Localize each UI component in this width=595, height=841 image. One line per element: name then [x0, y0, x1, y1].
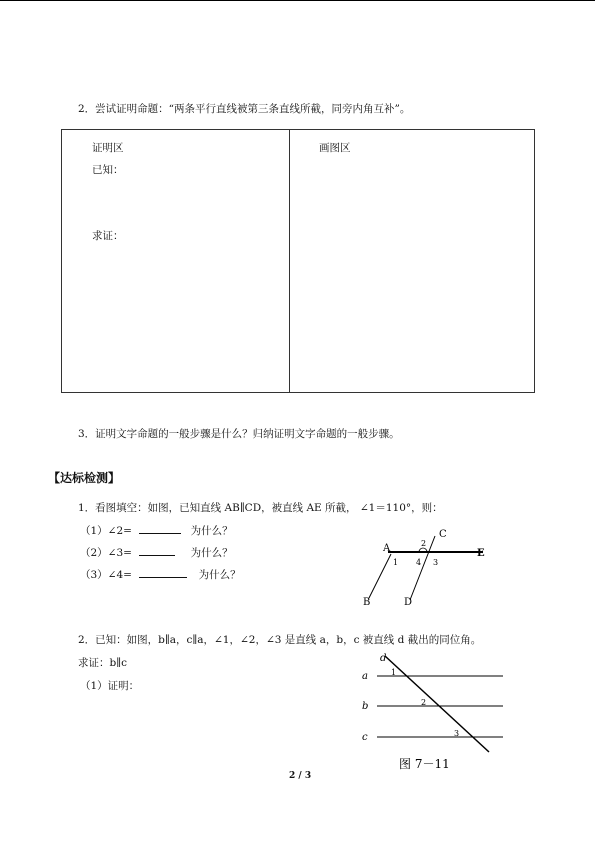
section-title: 【达标检测】 [48, 471, 121, 485]
proof-area-header: 证明区 [92, 142, 124, 154]
point-label-e: E [477, 548, 485, 559]
page-number: 2 / 3 [289, 771, 312, 781]
angle-label-3: 3 [433, 558, 439, 567]
line-label-c: c [362, 732, 368, 743]
proof-box [61, 129, 535, 393]
angle-label-3: 3 [454, 729, 460, 738]
given-label: 已知： [92, 164, 124, 176]
exercise-2-figure [355, 648, 515, 773]
proof-box-divider [289, 130, 290, 392]
exercise-2-proof-step: （1）证明： [80, 680, 140, 692]
exercise-2-prove: 求证：b∥c [78, 657, 127, 669]
point-label-a: A [383, 543, 391, 554]
point-label-d: D [404, 597, 413, 608]
line-label-a: a [362, 671, 368, 682]
angle-label-1: 1 [393, 558, 399, 567]
drawing-area-header: 画图区 [319, 142, 351, 154]
answer-blank[interactable] [139, 523, 181, 534]
answer-blank[interactable] [139, 567, 187, 578]
prove-label: 求证： [92, 230, 124, 242]
angle-label-2: 2 [421, 698, 427, 707]
question-2-intro: 2．尝试证明命题：“两条平行直线被第三条直线所截，同旁内角互补”。 [78, 103, 411, 115]
figure-caption: 图 7－11 [399, 757, 450, 771]
exercise-2-stem: 2．已知：如图，b∥a，c∥a，∠1，∠2，∠3 是直线 a，b，c 被直线 d 截出的同位角。 [78, 634, 482, 646]
exercise-1-item [80, 523, 233, 538]
exercise-1-item-label: （3）∠4= [80, 569, 132, 581]
angle-label-2: 2 [421, 539, 427, 548]
exercise-1-item-question: 为什么？ [198, 569, 241, 581]
angle-label-1: 1 [391, 668, 397, 677]
exercise-1-item-label: （1）∠2= [80, 525, 132, 537]
exercise-1-item-question: 为什么？ [190, 525, 233, 537]
exercise-1-figure [355, 526, 495, 612]
exercise-1-stem: 1．看图填空：如图，已知直线 AB∥CD，被直线 AE 所截， ∠1＝110°，则： [78, 502, 443, 514]
angle-label-4: 4 [416, 558, 422, 567]
line-label-b: b [362, 701, 369, 712]
line-label-d: d [380, 653, 387, 664]
exercise-1-item-label: （2）∠3= [80, 547, 132, 559]
line-ab [369, 554, 391, 598]
transversal-d [385, 656, 489, 752]
answer-blank[interactable] [139, 545, 175, 556]
question-3-text: 3．证明文字命题的一般步骤是什么？归纳证明文字命题的一般步骤。 [78, 428, 400, 440]
exercise-1-item [80, 545, 233, 560]
exercise-1-item-question: 为什么？ [190, 547, 233, 559]
point-label-b: B [363, 597, 371, 608]
page-top-border [0, 0, 595, 1]
exercise-1-item [80, 567, 241, 582]
point-label-c: C [439, 529, 447, 540]
